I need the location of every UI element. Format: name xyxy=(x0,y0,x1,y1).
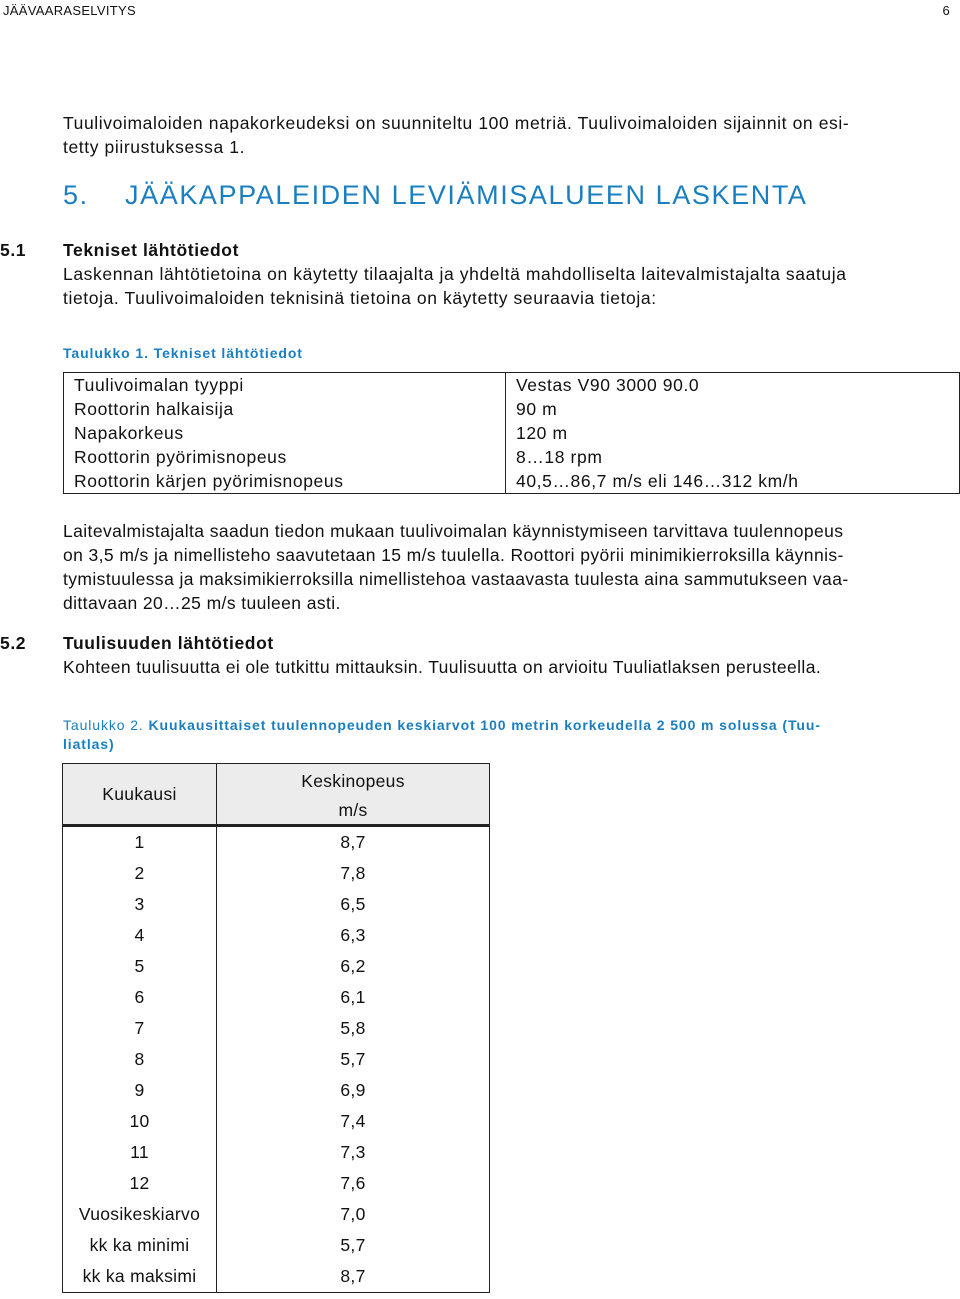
table-row xyxy=(63,1013,490,1044)
table-2-caption xyxy=(63,716,933,754)
monthly-wind-table xyxy=(62,763,490,1293)
table-row xyxy=(63,920,490,951)
table-row xyxy=(63,889,490,920)
section-5-heading xyxy=(63,180,808,211)
row-label: Roottorin kärjen pyörimisnopeus xyxy=(64,469,506,494)
speed-cell: 7,8 xyxy=(217,858,490,889)
table-row xyxy=(64,421,960,445)
month-cell: 7 xyxy=(63,1013,217,1044)
month-cell: 9 xyxy=(63,1075,217,1106)
section-number: 5.1 xyxy=(0,240,27,260)
row-value: 40,5…86,7 m/s eli 146…312 km/h xyxy=(506,469,960,494)
table-row xyxy=(63,826,490,859)
speed-cell: 8,7 xyxy=(217,826,490,859)
month-cell: 1 xyxy=(63,826,217,859)
table-row xyxy=(64,397,960,421)
table-row xyxy=(63,1137,490,1168)
caption-line: liatlas) xyxy=(63,736,115,752)
table-row xyxy=(63,1044,490,1075)
caption-prefix: Taulukko 2. xyxy=(63,717,144,733)
speed-cell: 8,7 xyxy=(217,1261,490,1293)
month-cell: 5 xyxy=(63,951,217,982)
section-title: Tuulisuuden lähtötiedot xyxy=(63,633,274,653)
row-label: Roottorin halkaisija xyxy=(64,397,506,421)
month-cell: 6 xyxy=(63,982,217,1013)
speed-cell: 6,2 xyxy=(217,951,490,982)
row-value: 120 m xyxy=(506,421,960,445)
month-cell: 4 xyxy=(63,920,217,951)
header-line: Keskinopeus xyxy=(301,771,405,791)
month-cell: 11 xyxy=(63,1137,217,1168)
speed-cell: 6,9 xyxy=(217,1075,490,1106)
text-line: Laskennan lähtötietoina on käytetty tilaajalta ja yhdeltä mahdolliselta laitevalmistajalta saatuja xyxy=(63,264,847,284)
speed-cell: 6,1 xyxy=(217,982,490,1013)
intro-line: tetty piirustuksessa 1. xyxy=(63,137,246,157)
table-1-caption: Taulukko 1. Tekniset lähtötiedot xyxy=(63,345,303,361)
speed-cell: 5,7 xyxy=(217,1230,490,1261)
intro-line: Tuulivoimaloiden napakorkeudeksi on suunniteltu 100 metriä. Tuulivoimaloiden sijainnit on esi- xyxy=(63,113,850,133)
table-row xyxy=(63,1199,490,1230)
text-line: tietoja. Tuulivoimaloiden teknisinä tietoina on käytetty seuraavia tietoja: xyxy=(63,288,657,308)
table-row xyxy=(63,982,490,1013)
month-cell: 12 xyxy=(63,1168,217,1199)
table-row xyxy=(63,1261,490,1293)
column-header-speed xyxy=(217,764,490,826)
section-5-2-text: Kohteen tuulisuutta ei ole tutkittu mittauksin. Tuulisuutta on arvioitu Tuuliatlaksen perusteella. xyxy=(63,657,822,677)
header-line: m/s xyxy=(338,800,368,820)
section-5-1-heading xyxy=(0,240,239,261)
caption-line xyxy=(63,716,933,735)
technical-data-table xyxy=(63,372,960,494)
section-number: 5.2 xyxy=(0,633,27,653)
table-row xyxy=(64,373,960,398)
table-row xyxy=(63,1075,490,1106)
speed-cell: 7,6 xyxy=(217,1168,490,1199)
speed-cell: 6,5 xyxy=(217,889,490,920)
row-value: 8…18 rpm xyxy=(506,445,960,469)
section-5-1-text xyxy=(63,262,929,310)
speed-cell: 5,8 xyxy=(217,1013,490,1044)
table-row xyxy=(63,1168,490,1199)
section-number: 5. xyxy=(63,180,89,210)
month-cell: 10 xyxy=(63,1106,217,1137)
text-line: on 3,5 m/s ja nimellisteho saavutetaan 15 m/s tuulella. Roottori pyörii minimikierroksilla käynnis- xyxy=(63,545,844,565)
row-value: 90 m xyxy=(506,397,960,421)
speed-cell: 7,4 xyxy=(217,1106,490,1137)
table-row xyxy=(63,1230,490,1261)
text-line: tymistuulessa ja maksimikierroksilla nimellistehoa vastaavasta tuulesta aina sammutukseen vaa- xyxy=(63,569,849,589)
section-title: JÄÄKAPPALEIDEN LEVIÄMISALUEEN LASKENTA xyxy=(125,180,808,210)
month-cell: 2 xyxy=(63,858,217,889)
month-cell: 8 xyxy=(63,1044,217,1075)
page-number: 6 xyxy=(942,3,950,18)
monthly-min-label: kk ka minimi xyxy=(63,1230,217,1261)
text-line: Laitevalmistajalta saadun tiedon mukaan tuulivoimalan käynnistymiseen tarvittava tuulennopeus xyxy=(63,521,844,541)
wind-start-paragraph xyxy=(63,519,929,615)
row-value: Vestas V90 3000 90.0 xyxy=(506,373,960,398)
table-row xyxy=(63,951,490,982)
speed-cell: 7,0 xyxy=(217,1199,490,1230)
speed-cell: 5,7 xyxy=(217,1044,490,1075)
text-line: dittavaan 20…25 m/s tuuleen asti. xyxy=(63,593,341,613)
month-cell: 3 xyxy=(63,889,217,920)
annual-mean-label: Vuosikeskiarvo xyxy=(63,1199,217,1230)
caption-text: Kuukausittaiset tuulennopeuden keskiarvot 100 metrin korkeudella 2 500 m solussa (Tuu- xyxy=(148,717,821,733)
intro-paragraph xyxy=(63,111,929,159)
table-row xyxy=(63,1106,490,1137)
row-label: Tuulivoimalan tyyppi xyxy=(64,373,506,398)
table-row xyxy=(64,445,960,469)
column-header-month: Kuukausi xyxy=(63,764,217,826)
table-row xyxy=(63,858,490,889)
section-title: Tekniset lähtötiedot xyxy=(63,240,239,260)
row-label: Roottorin pyörimisnopeus xyxy=(64,445,506,469)
table-row xyxy=(64,469,960,494)
table-header-row xyxy=(63,764,490,826)
row-label: Napakorkeus xyxy=(64,421,506,445)
speed-cell: 7,3 xyxy=(217,1137,490,1168)
section-5-2-heading xyxy=(0,633,274,654)
speed-cell: 6,3 xyxy=(217,920,490,951)
monthly-max-label: kk ka maksimi xyxy=(63,1261,217,1293)
running-header-title: JÄÄVAARASELVITYS xyxy=(3,3,136,18)
